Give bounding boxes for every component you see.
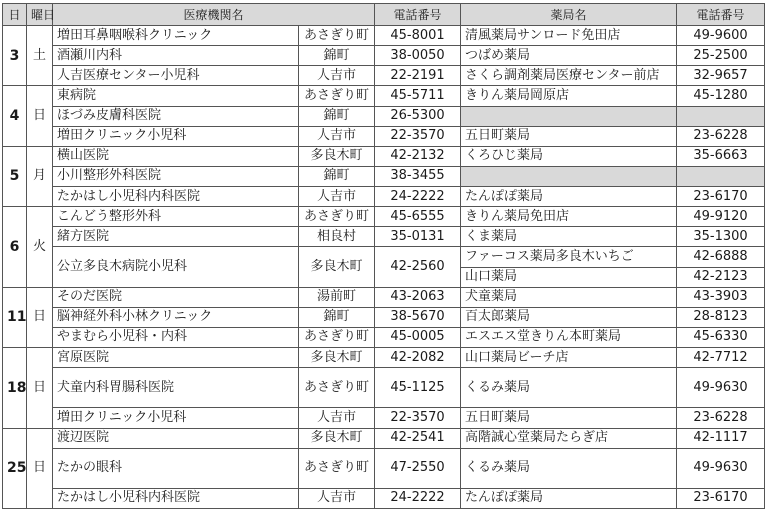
clinic-name: 渡辺医院 [53,428,299,448]
weekday: 月 [27,146,53,206]
day-number: 5 [3,146,27,206]
clinic-tel: 22-3570 [375,126,461,146]
clinic-name: 増田耳鼻咽喉科クリニック [53,26,299,46]
pharmacy-name: くろひじ薬局 [461,146,677,166]
clinic-area: 人吉市 [299,187,375,207]
clinic-name: ほづみ皮膚科医院 [53,106,299,126]
clinic-tel: 45-6555 [375,207,461,227]
clinic-name: 人吉医療センター小児科 [53,66,299,86]
pharmacy-name: くるみ薬局 [461,368,677,408]
clinic-tel: 22-2191 [375,66,461,86]
pharmacy-name: 山口薬局 [461,267,677,287]
clinic-name: 酒瀬川内科 [53,46,299,66]
clinic-area: あさぎり町 [299,207,375,227]
clinic-name: 小川整形外科医院 [53,166,299,186]
table-row [3,106,765,126]
day-number: 25 [3,428,27,509]
pharmacy-name: きりん薬局岡原店 [461,86,677,106]
table-row [3,26,765,46]
clinic-tel: 26-5300 [375,106,461,126]
clinic-name: 緒方医院 [53,227,299,247]
pharmacy-tel: 35-1300 [677,227,765,247]
header-pharmacy: 薬局名 [461,4,677,26]
pharmacy-tel: 32-9657 [677,66,765,86]
pharmacy-tel: 35-6663 [677,146,765,166]
table-row [3,287,765,307]
pharmacy-tel: 49-9630 [677,368,765,408]
clinic-name: 増田クリニック小児科 [53,126,299,146]
table-row [3,247,765,267]
pharmacy-tel: 28-8123 [677,307,765,327]
pharmacy-name: 高階誠心堂薬局たらぎ店 [461,428,677,448]
pharmacy-name: くるみ薬局 [461,448,677,488]
clinic-tel: 22-3570 [375,408,461,428]
clinic-area: 人吉市 [299,488,375,508]
clinic-name: こんどう整形外科 [53,207,299,227]
pharmacy-tel: 45-6330 [677,327,765,347]
table-row [3,488,765,508]
weekday: 日 [27,428,53,509]
table-row [3,428,765,448]
clinic-name: 宮原医院 [53,348,299,368]
clinic-tel: 47-2550 [375,448,461,488]
header-clinic: 医療機関名 [53,4,375,26]
clinic-name: たかはし小児科内科医院 [53,488,299,508]
weekday: 火 [27,207,53,288]
header-tel: 電話番号 [375,4,461,26]
weekday: 日 [27,348,53,429]
pharmacy-name: 百太郎薬局 [461,307,677,327]
pharmacy-name: 五日町薬局 [461,126,677,146]
weekday: 土 [27,26,53,86]
clinic-area: 錦町 [299,46,375,66]
clinic-name: 増田クリニック小児科 [53,408,299,428]
pharmacy-name: 犬童薬局 [461,287,677,307]
table-row [3,66,765,86]
table-row [3,207,765,227]
clinic-tel: 24-2222 [375,187,461,207]
clinic-name: 犬童内科胃腸科医院 [53,368,299,408]
pharmacy-tel: 42-1117 [677,428,765,448]
pharmacy-tel: 23-6228 [677,126,765,146]
pharmacy-name: たんぽぽ薬局 [461,187,677,207]
day-number: 6 [3,207,27,288]
pharmacy-name: くま薬局 [461,227,677,247]
header-row [3,4,765,26]
clinic-area: 人吉市 [299,66,375,86]
clinic-area: あさぎり町 [299,448,375,488]
pharmacy-tel: 23-6170 [677,187,765,207]
clinic-tel: 38-5670 [375,307,461,327]
clinic-tel: 35-0131 [375,227,461,247]
pharmacy-tel: 23-6228 [677,408,765,428]
pharmacy-name: ファーコス薬局多良木いちご [461,247,677,267]
pharmacy-name: さくら調剤薬局医療センター前店 [461,66,677,86]
clinic-area: 人吉市 [299,126,375,146]
day-number: 4 [3,86,27,146]
clinic-tel: 24-2222 [375,488,461,508]
table-row [3,187,765,207]
clinic-area: あさぎり町 [299,86,375,106]
clinic-tel: 38-0050 [375,46,461,66]
clinic-area: あさぎり町 [299,327,375,347]
clinic-tel: 38-3455 [375,166,461,186]
clinic-area: 錦町 [299,307,375,327]
pharmacy-tel: 25-2500 [677,46,765,66]
clinic-tel: 43-2063 [375,287,461,307]
pharmacy-name [461,166,677,186]
clinic-tel: 42-2132 [375,146,461,166]
clinic-name: 脳神経外科小林クリニック [53,307,299,327]
clinic-name: 東病院 [53,86,299,106]
pharmacy-name: 五日町薬局 [461,408,677,428]
pharmacy-tel: 49-9630 [677,448,765,488]
pharmacy-name: きりん薬局免田店 [461,207,677,227]
clinic-name: 横山医院 [53,146,299,166]
table-row [3,166,765,186]
clinic-area: 人吉市 [299,408,375,428]
pharmacy-name: 清風薬局サンロード免田店 [461,26,677,46]
header-day: 日 [3,4,27,26]
table-row [3,327,765,347]
clinic-area: あさぎり町 [299,26,375,46]
clinic-tel: 45-0005 [375,327,461,347]
pharmacy-tel [677,166,765,186]
clinic-name: やまむら小児科・内科 [53,327,299,347]
clinic-name: そのだ医院 [53,287,299,307]
clinic-tel: 42-2082 [375,348,461,368]
table-row [3,46,765,66]
day-number: 18 [3,348,27,429]
pharmacy-tel: 43-3903 [677,287,765,307]
header-weekday: 曜日 [27,4,53,26]
pharmacy-name: エスエス堂きりん本町薬局 [461,327,677,347]
pharmacy-tel: 42-6888 [677,247,765,267]
clinic-tel: 45-1125 [375,368,461,408]
clinic-area: 多良木町 [299,348,375,368]
table-row [3,307,765,327]
pharmacy-tel [677,106,765,126]
table-row [3,368,765,408]
clinic-area: 湯前町 [299,287,375,307]
pharmacy-name: つばめ薬局 [461,46,677,66]
pharmacy-tel: 42-2123 [677,267,765,287]
table-row [3,86,765,106]
clinic-area: 多良木町 [299,428,375,448]
table-row [3,348,765,368]
clinic-tel: 45-8001 [375,26,461,46]
pharmacy-name [461,106,677,126]
pharmacy-tel: 45-1280 [677,86,765,106]
clinic-area: 多良木町 [299,247,375,287]
table-row [3,448,765,488]
schedule-body [3,26,765,509]
clinic-area: 相良村 [299,227,375,247]
clinic-name: たかの眼科 [53,448,299,488]
table-row [3,408,765,428]
clinic-area: 多良木町 [299,146,375,166]
clinic-name: たかはし小児科内科医院 [53,187,299,207]
clinic-name: 公立多良木病院小児科 [53,247,299,287]
clinic-area: 錦町 [299,166,375,186]
clinic-area: 錦町 [299,106,375,126]
day-number: 3 [3,26,27,86]
table-row [3,146,765,166]
clinic-tel: 42-2560 [375,247,461,287]
duty-schedule-table [2,3,765,509]
clinic-tel: 42-2541 [375,428,461,448]
clinic-tel: 45-5711 [375,86,461,106]
clinic-area: あさぎり町 [299,368,375,408]
weekday: 日 [27,86,53,146]
weekday: 日 [27,287,53,347]
table-row [3,227,765,247]
pharmacy-name: 山口薬局ビーチ店 [461,348,677,368]
pharmacy-tel: 49-9120 [677,207,765,227]
day-number: 11 [3,287,27,347]
pharmacy-name: たんぽぽ薬局 [461,488,677,508]
header-pharmacy-tel: 電話番号 [677,4,765,26]
pharmacy-tel: 23-6170 [677,488,765,508]
pharmacy-tel: 49-9600 [677,26,765,46]
table-row [3,126,765,146]
pharmacy-tel: 42-7712 [677,348,765,368]
